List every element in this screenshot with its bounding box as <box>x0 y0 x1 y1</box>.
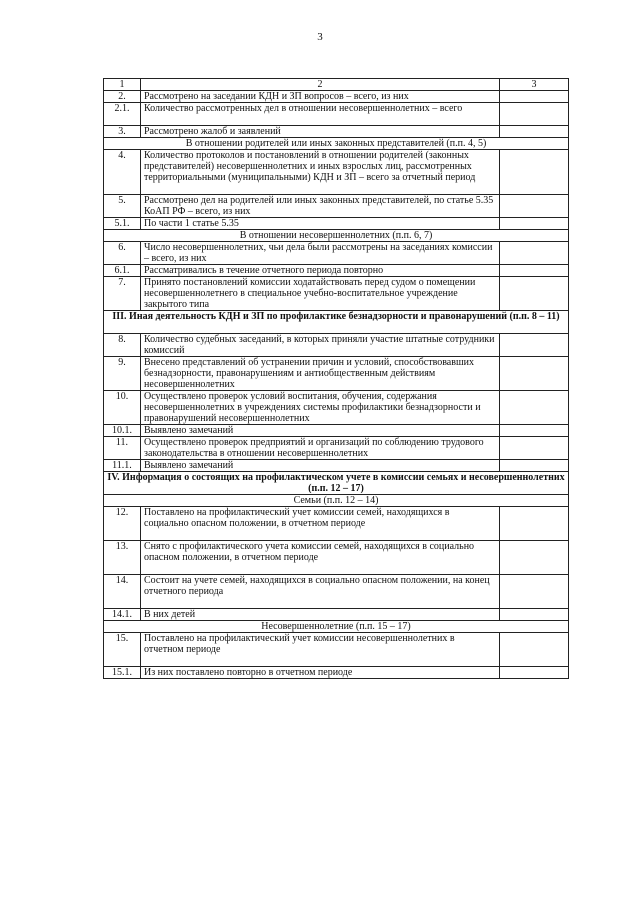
row-value <box>500 633 569 667</box>
row-text: Количество протоколов и постановлений в отношении родителей (законных представителей) несовершеннолетних и иных взрослых лиц, рассмотренных территориальными (муниципальными) КДН и ЗП – всего за отчетный период <box>141 150 500 195</box>
header-col-2: 2 <box>141 79 500 91</box>
row-text: Выявлено замечаний <box>141 460 500 472</box>
row-value <box>500 541 569 575</box>
table-row <box>104 357 569 391</box>
row-number: 8. <box>104 334 141 357</box>
row-value <box>500 242 569 265</box>
row-number: 5.1. <box>104 218 141 230</box>
row-value <box>500 609 569 621</box>
row-number: 2. <box>104 91 141 103</box>
section-title: В отношении родителей или иных законных представителей (п.п. 4, 5) <box>104 138 569 150</box>
row-number: 14. <box>104 575 141 609</box>
row-text: Поставлено на профилактический учет комиссии несовершеннолетних в отчетном периоде <box>141 633 500 667</box>
row-value <box>500 265 569 277</box>
row-text: Выявлено замечаний <box>141 425 500 437</box>
section-row <box>104 138 569 150</box>
row-text: Из них поставлено повторно в отчетном периоде <box>141 667 500 679</box>
table-row <box>104 575 569 609</box>
row-value <box>500 103 569 126</box>
section-title: Несовершеннолетние (п.п. 15 – 17) <box>104 621 569 633</box>
table-row <box>104 425 569 437</box>
row-value <box>500 218 569 230</box>
row-number: 5. <box>104 195 141 218</box>
row-text: Снято с профилактического учета комиссии семей, находящихся в социально опасном положении, в отчетном периоде <box>141 541 500 575</box>
heading-row <box>104 311 569 334</box>
row-value <box>500 437 569 460</box>
table-row <box>104 334 569 357</box>
table-row <box>104 667 569 679</box>
row-text: Внесено представлений об устранении причин и условий, способствовавших безнадзорности, правонарушениям и антиобщественным действиям несовершеннолетних <box>141 357 500 391</box>
row-number: 11.1. <box>104 460 141 472</box>
row-text: Осуществлено проверок условий воспитания, обучения, содержания несовершеннолетних в учреждениях системы профилактики безнадзорности и правонарушений несовершеннолетних <box>141 391 500 425</box>
table-row <box>104 218 569 230</box>
table-row <box>104 437 569 460</box>
section-heading: IV. Информация о состоящих на профилактическом учете в комиссии семьях и несовершеннолетних (п.п. 12 – 17) <box>104 472 569 495</box>
row-value <box>500 460 569 472</box>
row-number: 3. <box>104 126 141 138</box>
section-title: Семьи (п.п. 12 – 14) <box>104 495 569 507</box>
table-row <box>104 460 569 472</box>
row-number: 15.1. <box>104 667 141 679</box>
row-number: 7. <box>104 277 141 311</box>
table-row <box>104 633 569 667</box>
table-row <box>104 541 569 575</box>
row-value <box>500 575 569 609</box>
table-row <box>104 195 569 218</box>
row-number: 13. <box>104 541 141 575</box>
table-row <box>104 91 569 103</box>
section-row <box>104 230 569 242</box>
table-row <box>104 103 569 126</box>
row-text: Число несовершеннолетних, чьи дела были рассмотрены на заседаниях комиссии – всего, из них <box>141 242 500 265</box>
row-number: 9. <box>104 357 141 391</box>
section-row <box>104 495 569 507</box>
row-value <box>500 507 569 541</box>
row-text: По части 1 статье 5.35 <box>141 218 500 230</box>
row-value <box>500 277 569 311</box>
table-row <box>104 126 569 138</box>
section-title: В отношении несовершеннолетних (п.п. 6, 7) <box>104 230 569 242</box>
row-value <box>500 195 569 218</box>
table-row <box>104 242 569 265</box>
row-text: Рассмотрено дел на родителей или иных законных представителей, по статье 5.35 КоАП РФ – всего, из них <box>141 195 500 218</box>
table-header-row <box>104 79 569 91</box>
row-number: 14.1. <box>104 609 141 621</box>
row-text: Количество рассмотренных дел в отношении несовершеннолетних – всего <box>141 103 500 126</box>
header-col-3: 3 <box>500 79 569 91</box>
row-value <box>500 126 569 138</box>
row-value <box>500 667 569 679</box>
row-number: 2.1. <box>104 103 141 126</box>
row-number: 11. <box>104 437 141 460</box>
table-row <box>104 507 569 541</box>
table-row <box>104 391 569 425</box>
row-number: 10.1. <box>104 425 141 437</box>
section-heading: III. Иная деятельность КДН и ЗП по профилактике безнадзорности и правонарушений (п.п. 8 – 11) <box>104 311 569 334</box>
row-value <box>500 425 569 437</box>
row-value <box>500 91 569 103</box>
heading-row <box>104 472 569 495</box>
section-row <box>104 621 569 633</box>
report-table <box>103 78 569 679</box>
row-number: 15. <box>104 633 141 667</box>
row-text: Рассматривались в течение отчетного периода повторно <box>141 265 500 277</box>
row-number: 6. <box>104 242 141 265</box>
row-text: Рассмотрено жалоб и заявлений <box>141 126 500 138</box>
row-text: Количество судебных заседаний, в которых приняли участие штатные сотрудники комиссий <box>141 334 500 357</box>
row-value <box>500 357 569 391</box>
row-text: Поставлено на профилактический учет комиссии семей, находящихся в социально опасном положении, в отчетном периоде <box>141 507 500 541</box>
table-row <box>104 150 569 195</box>
row-number: 6.1. <box>104 265 141 277</box>
page-number: 3 <box>317 31 323 43</box>
row-value <box>500 334 569 357</box>
row-text: Состоит на учете семей, находящихся в социально опасном положении, на конец отчетного периода <box>141 575 500 609</box>
row-text: В них детей <box>141 609 500 621</box>
row-text: Осуществлено проверок предприятий и организаций по соблюдению трудового законодательства в отношении несовершеннолетних <box>141 437 500 460</box>
header-col-1: 1 <box>104 79 141 91</box>
table-row <box>104 277 569 311</box>
row-number: 4. <box>104 150 141 195</box>
table-row <box>104 265 569 277</box>
row-value <box>500 391 569 425</box>
row-number: 10. <box>104 391 141 425</box>
table-row <box>104 609 569 621</box>
row-text: Рассмотрено на заседании КДН и ЗП вопросов – всего, из них <box>141 91 500 103</box>
row-value <box>500 150 569 195</box>
row-text: Принято постановлений комиссии ходатайствовать перед судом о помещении несовершеннолетнего в специальное учебно-воспитательное учреждение закрытого типа <box>141 277 500 311</box>
row-number: 12. <box>104 507 141 541</box>
